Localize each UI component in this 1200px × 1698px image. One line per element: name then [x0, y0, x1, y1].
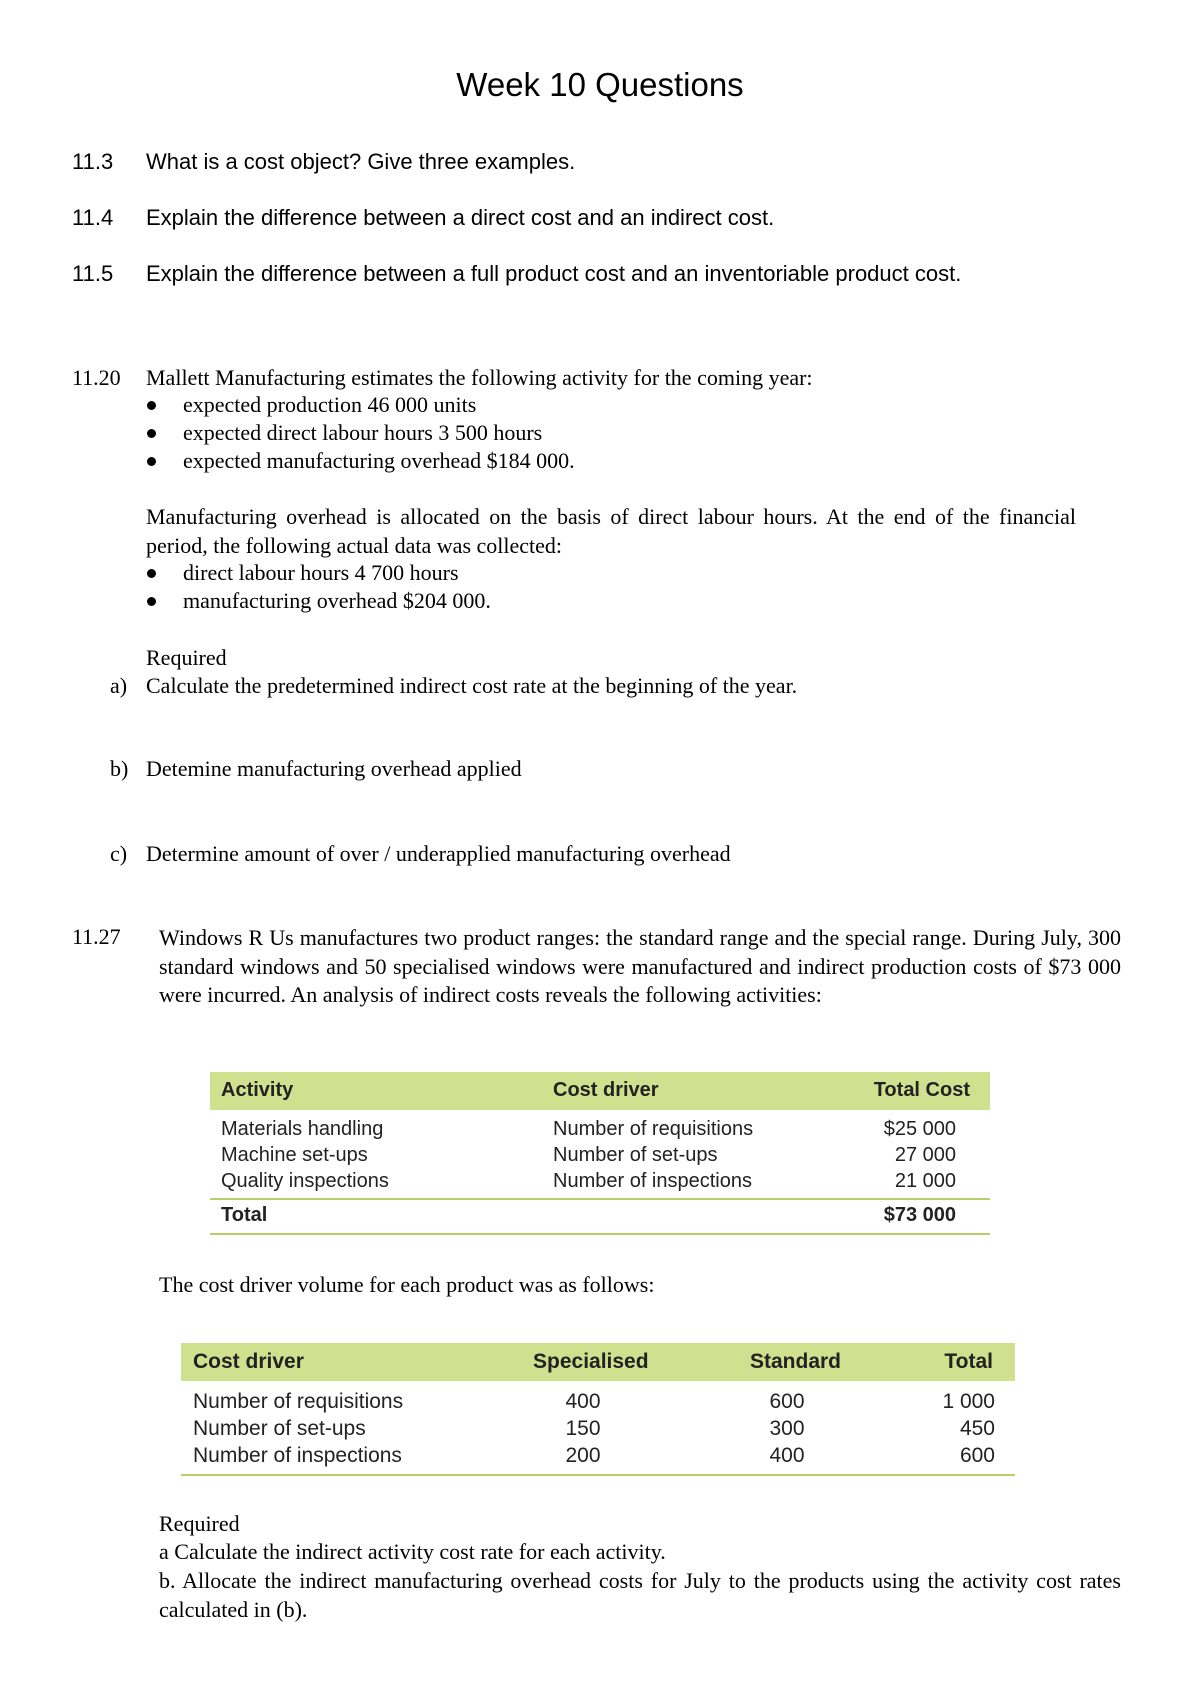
header-cost-driver: Cost driver	[553, 1079, 659, 1101]
table-row	[181, 1414, 1015, 1441]
question-number: 11.4	[72, 205, 114, 230]
cell-specialised: 150	[565, 1417, 601, 1440]
question-number: 11.3	[72, 149, 114, 174]
required-label: Required	[159, 1511, 240, 1536]
required-label: Required	[146, 645, 227, 670]
question-number: 11.27	[72, 924, 121, 949]
bullet-icon	[147, 429, 156, 438]
cell-standard: 400	[769, 1444, 805, 1467]
cell-activity: Quality inspections	[221, 1170, 389, 1192]
part-label: c)	[110, 841, 128, 866]
total-label: Total	[221, 1204, 268, 1226]
table-divider	[181, 1474, 1015, 1476]
table-row	[210, 1142, 990, 1168]
cell-standard: 600	[769, 1390, 805, 1413]
activity-table	[210, 1072, 990, 1235]
bullet-text: manufacturing overhead $204 000.	[183, 588, 491, 613]
cell-cost-driver: Number of inspections	[553, 1170, 752, 1192]
total-value: $73 000	[883, 1204, 956, 1226]
part-text: Calculate the predetermined indirect cost rate at the beginning of the year.	[146, 673, 798, 698]
header-specialised: Specialised	[533, 1350, 649, 1373]
cell-activity: Materials handling	[221, 1118, 384, 1140]
part-label: a)	[110, 673, 128, 698]
cell-standard: 300	[769, 1417, 805, 1440]
header-total-cost: Total Cost	[873, 1079, 970, 1101]
table-header	[210, 1072, 990, 1110]
cell-total: 1 000	[942, 1390, 995, 1413]
bullet-text: direct labour hours 4 700 hours	[183, 560, 459, 585]
cell-total-cost: 27 000	[894, 1144, 956, 1166]
cell-specialised: 400	[565, 1390, 601, 1413]
question-number: 11.5	[72, 261, 114, 286]
cell-cost-driver: Number of set-ups	[553, 1144, 718, 1166]
bullet-icon	[147, 569, 156, 578]
part-text: Determine amount of over / underapplied manufacturing overhead	[146, 841, 731, 866]
question-intro: Mallett Manufacturing estimates the following activity for the coming year:	[146, 365, 813, 390]
table-row	[210, 1116, 990, 1142]
header-activity: Activity	[221, 1079, 294, 1101]
bullet-icon	[147, 457, 156, 466]
paragraph: Manufacturing overhead is allocated on the basis of direct labour hours. At the end of the financial period, the following actual data was collected:	[146, 504, 1076, 558]
header-standard: Standard	[750, 1350, 842, 1373]
bullet-text: expected manufacturing overhead $184 000.	[183, 448, 575, 473]
cell-specialised: 200	[565, 1444, 601, 1467]
table-header	[181, 1343, 1015, 1381]
question-intro: Windows R Us manufactures two product ranges: the standard range and the special range. During July, 300 standard windows and 50 specialised windows were manufactured and indirect production costs of $73 000 were incurred. An analysis of indirect costs reveals the following activities:	[159, 925, 1121, 1007]
table-row	[210, 1168, 990, 1194]
cell-total: 600	[959, 1444, 995, 1467]
bullet-icon	[147, 597, 156, 606]
page-title: Week 10 Questions	[456, 66, 744, 103]
table-row	[181, 1441, 1015, 1468]
question-text: Explain the difference between a full product cost and an inventoriable product cost.	[146, 261, 962, 286]
table-divider	[210, 1233, 990, 1235]
cell-cost-driver: Number of requisitions	[553, 1118, 754, 1140]
header-total: Total	[944, 1350, 993, 1373]
part-text: Detemine manufacturing overhead applied	[146, 756, 522, 781]
header-cost-driver: Cost driver	[193, 1350, 304, 1373]
cell-cost-driver: Number of inspections	[193, 1444, 402, 1467]
table-row	[181, 1387, 1015, 1414]
cell-cost-driver: Number of requisitions	[193, 1390, 404, 1413]
cost-driver-table	[181, 1343, 1015, 1476]
cell-activity: Machine set-ups	[221, 1144, 368, 1166]
bullet-icon	[147, 401, 156, 410]
paragraph: The cost driver volume for each product was as follows:	[159, 1272, 655, 1297]
question-text: Explain the difference between a direct cost and an indirect cost.	[146, 205, 775, 230]
cell-total: 450	[959, 1417, 995, 1440]
part-label: b)	[110, 756, 129, 781]
bullet-text: expected direct labour hours 3 500 hours	[183, 420, 543, 445]
cell-cost-driver: Number of set-ups	[193, 1417, 366, 1440]
cell-total-cost: $25 000	[883, 1118, 956, 1140]
table-total-row	[210, 1200, 990, 1233]
cell-total-cost: 21 000	[894, 1170, 956, 1192]
question-text: What is a cost object? Give three examples.	[146, 149, 576, 174]
part-text: a Calculate the indirect activity cost rate for each activity.	[159, 1539, 666, 1564]
question-number: 11.20	[72, 365, 121, 390]
bullet-text: expected production 46 000 units	[183, 392, 477, 417]
part-text: b. Allocate the indirect manufacturing overhead costs for July to the products using the activity cost rates calculated in (b).	[159, 1568, 1121, 1622]
